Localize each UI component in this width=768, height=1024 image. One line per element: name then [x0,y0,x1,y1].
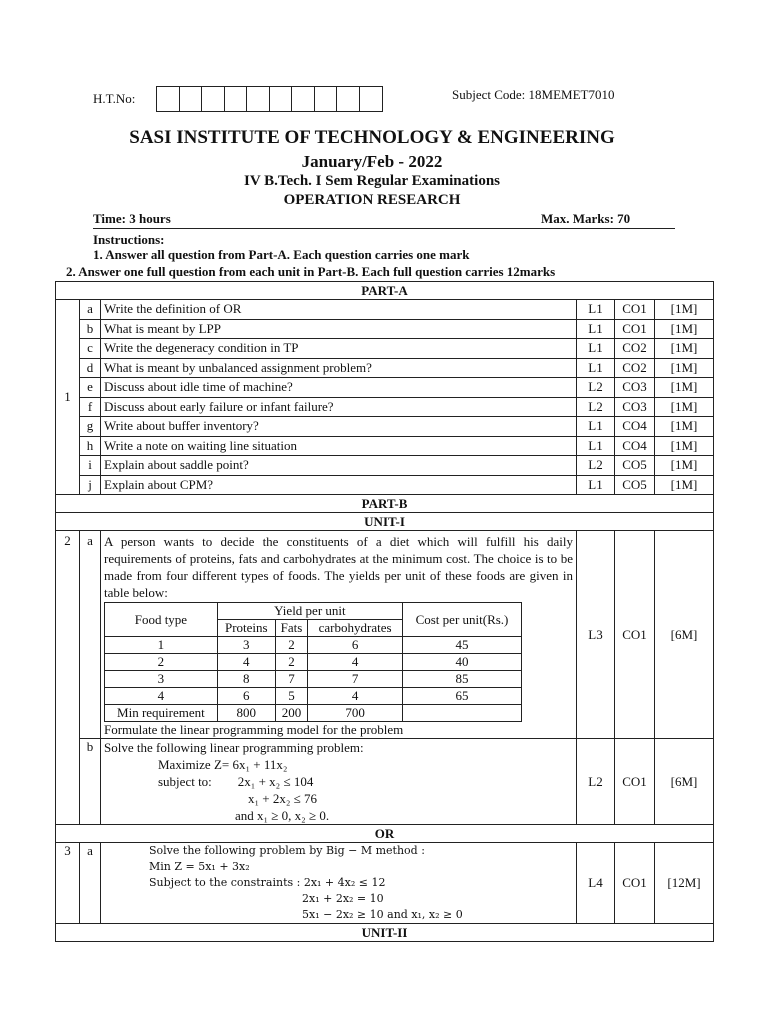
big-m-constraint-2: 2x₁ + 2x₂ = 10 [302,892,384,905]
bloom-level: L1 [577,417,615,437]
unit-1-title: UNIT-I [56,513,714,531]
table-cell: 700 [308,705,403,722]
instruction-1: 1. Answer all question from Part-A. Each question carries one mark [93,247,470,262]
htno-box [315,87,338,111]
max-marks: Max. Marks: 70 [541,211,631,226]
sub-question-letter: b [80,739,101,825]
course-outcome: CO5 [615,475,655,495]
table-cell: 4 [308,654,403,671]
course-outcome: CO3 [615,397,655,417]
question-marks: [1M] [655,358,714,378]
table-cell: 8 [217,671,275,688]
sub-question-letter: a [80,843,101,924]
bloom-level: L1 [577,319,615,339]
carbohydrates-header: carbohydrates [308,620,403,637]
htno-box [292,87,315,111]
course-outcome: CO4 [615,436,655,456]
table-cell: 65 [402,688,521,705]
part-a-title: PART-A [56,282,714,300]
part-b-title: PART-B [56,495,714,513]
course-outcome: CO1 [615,739,655,825]
table-cell: 4 [308,688,403,705]
htno-box [225,87,248,111]
big-m-constraint-1: Subject to the constraints : 2x₁ + 4x₂ ≤ 12 [149,876,386,889]
bloom-level: L1 [577,475,615,495]
course-outcome: CO1 [615,319,655,339]
table-cell: 4 [217,654,275,671]
diet-problem-text: A person wants to decide the constituents of a diet which will fulfill his daily requirements of proteins, fats and carbohydrates at the minimum cost. The choice is to be made from four different types of foods. The yields per unit of these foods are given in table below: [104,534,573,600]
food-yield-table [104,602,522,722]
question-marks: [1M] [655,300,714,320]
question-number: 2 [56,531,80,825]
formulate-text: Formulate the linear programming model for the problem [104,722,404,737]
bloom-level: L1 [577,436,615,456]
question-number: 1 [56,300,80,495]
sub-question-letter: a [80,300,101,320]
exam-title: IV B.Tech. I Sem Regular Examinations [243,173,500,189]
big-m-constraint-3: 5x₁ − 2x₂ ≥ 10 and x₁, x₂ ≥ 0 [302,908,463,921]
lpp-objective: Maximize Z= 6x₁ + 11x₂ [158,757,288,772]
bloom-level: L1 [577,339,615,359]
instructions-title: Instructions: [93,232,165,247]
table-cell: 800 [217,705,275,722]
table-cell: 2 [105,654,218,671]
yield-per-unit-header: Yield per unit [217,603,402,620]
question-text: Discuss about idle time of machine? [101,378,577,398]
table-cell: 5 [275,688,307,705]
htno-box [270,87,293,111]
question-text: Explain about CPM? [101,475,577,495]
bloom-level: L2 [577,378,615,398]
sub-question-letter: j [80,475,101,495]
exam-session: January/Feb - 2022 [301,152,443,171]
question-text: What is meant by LPP [101,319,577,339]
lpp-nonnegativity: and x₁ ≥ 0, x₂ ≥ 0. [235,808,330,823]
table-cell: 45 [402,637,521,654]
subject-title: OPERATION RESEARCH [283,192,461,208]
question-text: Write the degeneracy condition in TP [101,339,577,359]
bloom-level: L3 [577,531,615,739]
lpp-intro: Solve the following linear programming problem: [104,740,364,755]
course-outcome: CO4 [615,417,655,437]
htno-box [247,87,270,111]
bloom-level: L2 [577,397,615,417]
htno-box [337,87,360,111]
question-marks: [1M] [655,436,714,456]
sub-question-letter: c [80,339,101,359]
table-cell: 2 [275,637,307,654]
sub-question-letter: d [80,358,101,378]
food-type-header: Food type [105,603,218,637]
table-cell: 3 [105,671,218,688]
htno-box [157,87,180,111]
question-marks: [1M] [655,378,714,398]
table-cell: 40 [402,654,521,671]
table-cell: 7 [275,671,307,688]
htno-box [180,87,203,111]
cost-per-unit-header: Cost per unit(Rs.) [402,603,521,637]
proteins-header: Proteins [217,620,275,637]
table-cell: 85 [402,671,521,688]
question-marks: [1M] [655,339,714,359]
bloom-level: L1 [577,300,615,320]
bloom-level: L2 [577,456,615,476]
sub-question-letter: a [80,531,101,739]
question-marks: [1M] [655,475,714,495]
instruction-2: 2. Answer one full question from each unit in Part-B. Each full question carries 12marks [66,264,556,279]
course-outcome: CO3 [615,378,655,398]
bloom-level: L2 [577,739,615,825]
lpp-constraint-2: x₁ + 2x₂ ≤ 76 [248,791,318,806]
header-divider [93,228,675,229]
question-marks: [6M] [655,531,714,739]
table-cell: 1 [105,637,218,654]
question-number: 3 [56,843,80,924]
question-text: Explain about saddle point? [101,456,577,476]
table-cell: 6 [217,688,275,705]
bloom-level: L4 [577,843,615,924]
question-marks: [1M] [655,417,714,437]
course-outcome: CO1 [615,843,655,924]
question-marks: [1M] [655,456,714,476]
table-cell: 3 [217,637,275,654]
question-text: Write the definition of OR [101,300,577,320]
big-m-title: Solve the following problem by Big − M method : [149,844,425,857]
empty-cell [402,705,521,722]
course-outcome: CO2 [615,339,655,359]
question-text: Write a note on waiting line situation [101,436,577,456]
big-m-objective: Min Z = 5x₁ + 3x₂ [149,860,250,873]
table-cell: 2 [275,654,307,671]
course-outcome: CO2 [615,358,655,378]
sub-question-letter: h [80,436,101,456]
table-cell: 6 [308,637,403,654]
question-text: What is meant by unbalanced assignment problem? [101,358,577,378]
course-outcome: CO5 [615,456,655,476]
exam-duration: Time: 3 hours [93,211,171,226]
sub-question-letter: g [80,417,101,437]
question-text: Discuss about early failure or infant failure? [101,397,577,417]
question-marks: [6M] [655,739,714,825]
unit-2-title: UNIT-II [56,924,714,942]
table-cell: 7 [308,671,403,688]
sub-question-letter: f [80,397,101,417]
question-marks: [12M] [655,843,714,924]
htno-box [202,87,225,111]
subject-code: Subject Code: 18MEMET7010 [452,87,615,102]
table-cell: 4 [105,688,218,705]
course-outcome: CO1 [615,531,655,739]
htno-box [360,87,383,111]
lpp-constraint-1: subject to: 2x₁ + x₂ ≤ 104 [158,774,314,789]
course-outcome: CO1 [615,300,655,320]
question-paper-table [55,281,714,942]
bloom-level: L1 [577,358,615,378]
sub-question-letter: e [80,378,101,398]
sub-question-letter: b [80,319,101,339]
question-marks: [1M] [655,397,714,417]
sub-question-letter: i [80,456,101,476]
hall-ticket-number-boxes [156,86,383,112]
table-cell: 200 [275,705,307,722]
question-marks: [1M] [655,319,714,339]
fats-header: Fats [275,620,307,637]
question-text: Write about buffer inventory? [101,417,577,437]
or-separator: OR [56,825,714,843]
hall-ticket-label: H.T.No: [93,91,136,106]
min-requirement-label: Min requirement [105,705,218,722]
institute-name: SASI INSTITUTE OF TECHNOLOGY & ENGINEERING [129,127,615,148]
